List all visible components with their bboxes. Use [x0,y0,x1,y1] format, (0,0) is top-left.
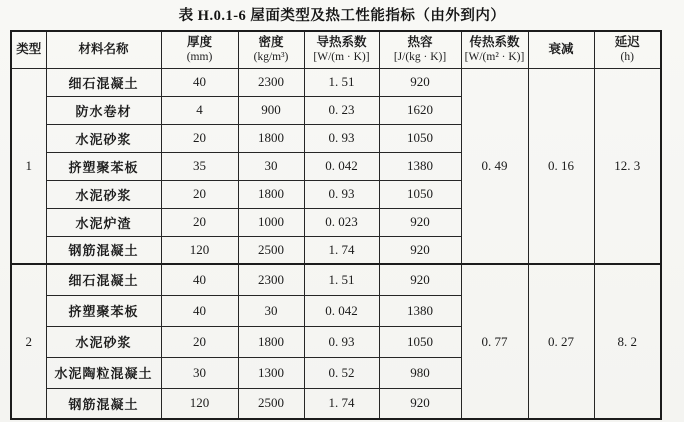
thickness-cell: 20 [161,208,238,236]
group-2 [11,264,661,419]
conductivity-cell: 0. 93 [304,124,379,152]
conductivity-cell: 0. 93 [304,326,379,357]
conductivity-cell: 0. 23 [304,96,379,124]
thermal-performance-table [10,30,662,420]
thickness-cell: 20 [161,326,238,357]
material-cell: 水泥陶粒混凝土 [46,357,161,388]
conductivity-cell: 1. 74 [304,236,379,264]
thickness-cell: 40 [161,264,238,295]
capacity-cell: 1380 [379,295,461,326]
density-cell: 900 [238,96,304,124]
delay-cell: 12. 3 [594,68,661,264]
type-cell: 1 [11,68,46,264]
conductivity-cell: 0. 93 [304,180,379,208]
capacity-cell: 920 [379,68,461,96]
conductivity-cell: 1. 74 [304,388,379,419]
capacity-cell: 920 [379,388,461,419]
conductivity-cell: 0. 023 [304,208,379,236]
density-cell: 30 [238,295,304,326]
thickness-cell: 20 [161,180,238,208]
col-header-heat-capacity: 热容 [J/(kg · K)] [379,31,461,68]
thickness-cell: 40 [161,68,238,96]
col-header-density: 密度 (kg/m³) [238,31,304,68]
col-header-type: 类型 [11,31,46,68]
capacity-cell: 920 [379,236,461,264]
density-cell: 2500 [238,236,304,264]
capacity-cell: 920 [379,208,461,236]
material-cell: 细石混凝土 [46,68,161,96]
thickness-cell: 35 [161,152,238,180]
attenuation-cell: 0. 27 [528,264,594,419]
col-header-attenuation: 衰减 [528,31,594,68]
col-header-transfer-coefficient: 传热系数 [W/(m² · K)] [461,31,528,68]
capacity-cell: 1050 [379,326,461,357]
capacity-cell: 1050 [379,124,461,152]
density-cell: 1800 [238,124,304,152]
density-cell: 1800 [238,326,304,357]
conductivity-cell: 0. 52 [304,357,379,388]
transfer-coefficient-cell: 0. 77 [461,264,528,419]
material-cell: 钢筋混凝土 [46,388,161,419]
transfer-coefficient-cell: 0. 49 [461,68,528,264]
density-cell: 1300 [238,357,304,388]
table-row [11,68,661,96]
capacity-cell: 1380 [379,152,461,180]
density-cell: 2300 [238,264,304,295]
material-cell: 水泥炉渣 [46,208,161,236]
conductivity-cell: 0. 042 [304,152,379,180]
density-cell: 1000 [238,208,304,236]
material-cell: 钢筋混凝土 [46,236,161,264]
conductivity-cell: 1. 51 [304,264,379,295]
delay-cell: 8. 2 [594,264,661,419]
material-cell: 水泥砂浆 [46,124,161,152]
attenuation-cell: 0. 16 [528,68,594,264]
material-cell: 挤塑聚苯板 [46,295,161,326]
capacity-cell: 1620 [379,96,461,124]
material-cell: 水泥砂浆 [46,180,161,208]
material-cell: 细石混凝土 [46,264,161,295]
table-title: 表 H.0.1-6 屋面类型及热工性能指标（由外到内） [178,8,506,24]
material-cell: 水泥砂浆 [46,326,161,357]
thickness-cell: 120 [161,236,238,264]
col-header-thickness: 厚度 (mm) [161,31,238,68]
density-cell: 2300 [238,68,304,96]
thickness-cell: 120 [161,388,238,419]
conductivity-cell: 1. 51 [304,68,379,96]
table-row [11,264,661,295]
material-cell: 挤塑聚苯板 [46,152,161,180]
col-header-delay: 延迟 (h) [594,31,661,68]
table-header [11,31,661,68]
header-row [11,31,661,68]
density-cell: 2500 [238,388,304,419]
capacity-cell: 920 [379,264,461,295]
thickness-cell: 20 [161,124,238,152]
conductivity-cell: 0. 042 [304,295,379,326]
thickness-cell: 30 [161,357,238,388]
type-cell: 2 [11,264,46,419]
col-header-conductivity: 导热系数 [W/(m · K)] [304,31,379,68]
density-cell: 1800 [238,180,304,208]
col-header-material: 材料名称 [46,31,161,68]
thickness-cell: 4 [161,96,238,124]
density-cell: 30 [238,152,304,180]
thickness-cell: 40 [161,295,238,326]
material-cell: 防水卷材 [46,96,161,124]
capacity-cell: 980 [379,357,461,388]
capacity-cell: 1050 [379,180,461,208]
group-1 [11,68,661,264]
